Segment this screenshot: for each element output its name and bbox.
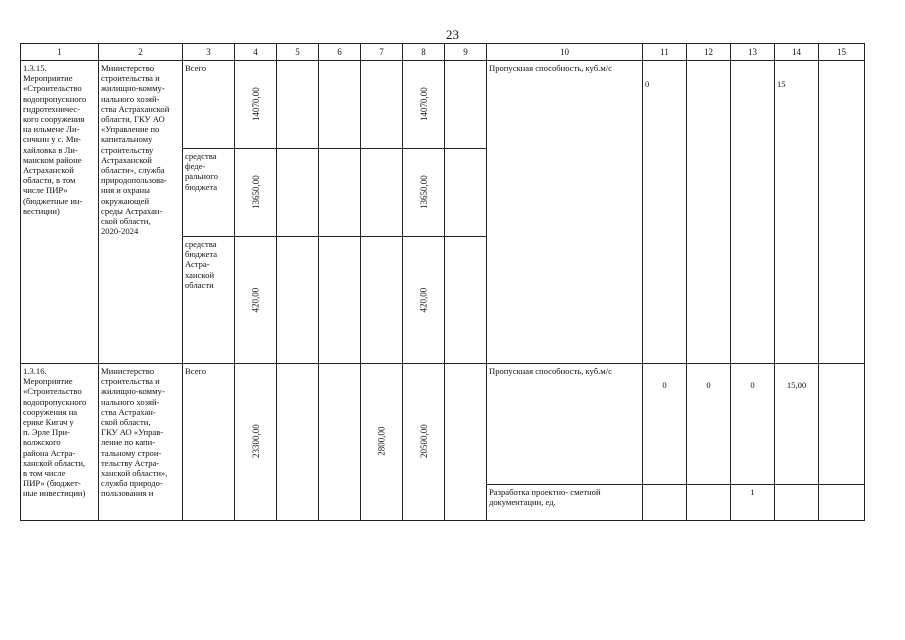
column-header: 11 <box>643 44 687 61</box>
indicator-name: Разработка проектно- сметной документации, ед. <box>487 485 643 521</box>
activity-cell: 1.3.16. Мероприятие «Строительство водопропускного сооружения на ерике Кигач у п. Эрле При- волжского района Астра- ханской области, в том числе ПИР» (бюджет- ные инвестиции) <box>21 364 99 521</box>
indicator-value: 0 <box>643 61 687 364</box>
indicator-value <box>687 61 731 364</box>
column-header: 1 <box>21 44 99 61</box>
amount-value: 23300,00 <box>250 424 261 458</box>
amount-value: 14070,00 <box>418 87 429 122</box>
column-header: 8 <box>403 44 445 61</box>
column-header: 3 <box>183 44 235 61</box>
funding-source-label: средства феде- рального бюджета <box>183 149 235 237</box>
column-header: 13 <box>731 44 775 61</box>
amount-value: 20500,00 <box>418 424 429 458</box>
indicator-value <box>687 485 731 521</box>
column-header: 4 <box>235 44 277 61</box>
program-table <box>20 43 865 521</box>
column-header: 5 <box>277 44 319 61</box>
indicator-value <box>643 485 687 521</box>
amount-value: 2800,00 <box>376 426 387 456</box>
table-row <box>21 61 865 149</box>
column-header: 9 <box>445 44 487 61</box>
column-header: 2 <box>99 44 183 61</box>
amount-value: 13650,00 <box>418 175 429 210</box>
amount-value: 14070,00 <box>250 87 261 122</box>
funding-source-label: Всего <box>183 364 235 521</box>
activity-cell: 1.3.15. Мероприятие «Строительство водопропускного гидротехничес- кого сооружения на ильмене Ли- сичкин у с. Ми- хайловка в Ли- манском районе Астраханской области, в том числе ПИР» (бюджетные ин- вестиции) <box>21 61 99 364</box>
executor-cell: Министерство строительства и жилищно-комму- нального хозяй- ства Астраханской области, ГКУ АО «Управление по капитальному строительству Астраханской области», служба природопользова- ния и охраны окружающей среды Астрахан- ской области, 2020-2024 <box>99 61 183 364</box>
indicator-value <box>819 364 865 485</box>
column-header: 15 <box>819 44 865 61</box>
indicator-value: 0 <box>731 364 775 485</box>
amount-value: 13650,00 <box>250 175 261 210</box>
indicator-name: Пропускная способность, куб.м/с <box>487 364 643 485</box>
amount-value: 420,00 <box>250 287 261 313</box>
indicator-value <box>731 61 775 364</box>
column-number-row <box>21 44 865 61</box>
indicator-name: Пропускная способность, куб.м/с <box>487 61 643 364</box>
table-row <box>21 364 865 485</box>
column-header: 12 <box>687 44 731 61</box>
indicator-value: 1 <box>731 485 775 521</box>
indicator-value <box>819 61 865 364</box>
column-header: 7 <box>361 44 403 61</box>
indicator-value: 0 <box>643 364 687 485</box>
executor-cell: Министерство строительства и жилищно-комму- нального хозяй- ства Астрахан- ской области, ГКУ АО «Управ- ление по капи- тальному строи- тельству Астра- ханской области», служба природо- пользования и <box>99 364 183 521</box>
column-header: 6 <box>319 44 361 61</box>
indicator-value: 15,00 <box>775 364 819 485</box>
page-number: 23 <box>446 27 459 42</box>
funding-source-label: средства бюджета Астра- ханской области <box>183 237 235 364</box>
amount-value: 420,00 <box>418 287 429 313</box>
indicator-value <box>819 485 865 521</box>
indicator-value <box>775 485 819 521</box>
indicator-value: 0 <box>687 364 731 485</box>
funding-source-label: Всего <box>183 61 235 149</box>
indicator-value: 15 <box>775 61 819 364</box>
column-header: 14 <box>775 44 819 61</box>
column-header: 10 <box>487 44 643 61</box>
